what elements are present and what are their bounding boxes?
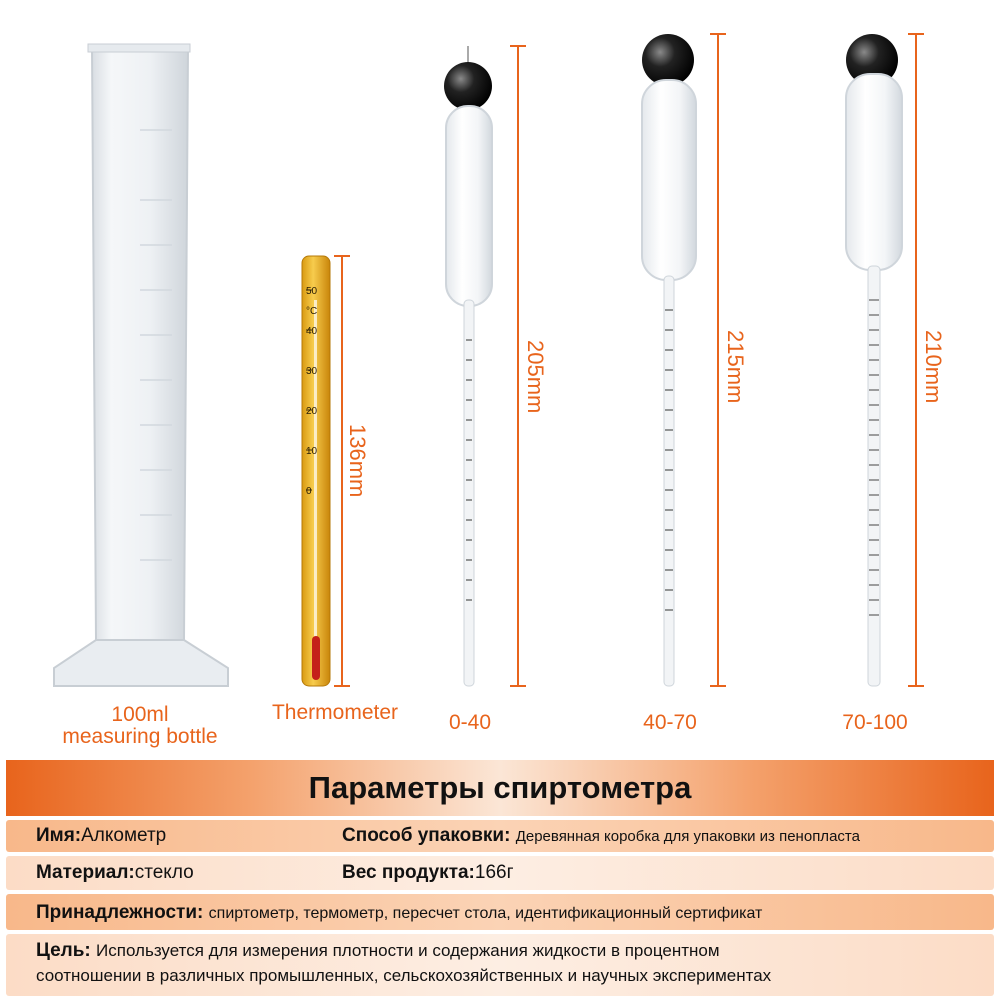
cylinder-caption-line1: 100ml: [111, 703, 169, 726]
weight-field: [342, 862, 514, 884]
hydrometer-40-70: [642, 34, 696, 686]
goal-key: Цель:: [36, 940, 91, 961]
cylinder-caption: [40, 704, 240, 748]
thermometer-scale-label: °C: [306, 306, 318, 317]
material-value: стекло: [134, 862, 194, 883]
thermometer-scale-label: 40: [306, 326, 318, 337]
hydrometer-70-100: [846, 34, 902, 686]
thermometer-scale: [306, 282, 317, 502]
pack-value: Деревянная коробка для упаковки из пенопласта: [515, 828, 860, 845]
goal-line1: Используется для измерения плотности и содержания жидкости в процентном: [96, 941, 720, 960]
meter3-length: 210mm: [921, 330, 946, 404]
thermometer-scale-label: 10: [306, 446, 318, 457]
goal-line2: соотношении в различных промышленных, сельскохозяйственных и научных экспериментах: [36, 966, 772, 985]
table-row-accessories: [6, 894, 994, 930]
meter3-caption: 70-100: [842, 711, 908, 734]
table-row-goal: [6, 934, 994, 996]
table-row-name-pack: [6, 820, 994, 852]
name-key: Имя:: [36, 825, 82, 846]
material-key: Материал:: [36, 862, 135, 883]
pack-key: Способ упаковки:: [342, 825, 511, 846]
meter1-length: 205mm: [523, 340, 548, 414]
hydrometer-0-40: [444, 46, 492, 686]
thermometer-length: 136mm: [345, 424, 370, 498]
meter1-caption: 0-40: [448, 711, 492, 734]
thermometer-scale-label: 50: [306, 286, 318, 297]
name-field: [36, 825, 166, 847]
thermometer-scale-label: 0: [306, 486, 312, 497]
table-title: Параметры спиртометра: [308, 770, 692, 805]
thermometer-scale-label: 30: [306, 366, 318, 377]
goal-line1-wrap: [36, 940, 720, 962]
accessories-value: спиртометр, термометр, пересчет стола, идентификационный сертификат: [208, 905, 763, 922]
thermometer-caption: Thermometer: [271, 701, 399, 724]
meter2-caption: 40-70: [643, 711, 697, 734]
pack-field: [342, 825, 860, 847]
meter2-length: 215mm: [723, 330, 748, 404]
material-field: [36, 862, 194, 884]
weight-key: Вес продукта:: [342, 862, 475, 883]
table-row-material-weight: [6, 856, 994, 890]
dimension-lines: [334, 34, 924, 686]
accessories-field: [36, 902, 762, 924]
thermometer-scale-label: 20: [306, 406, 318, 417]
accessories-key: Принадлежности:: [36, 902, 204, 923]
weight-value: 166г: [474, 862, 514, 883]
name-value: Алкометр: [81, 825, 167, 846]
table-title-banner: [6, 760, 994, 816]
measuring-cylinder: [54, 44, 228, 686]
cylinder-caption-line2: measuring bottle: [62, 725, 218, 748]
